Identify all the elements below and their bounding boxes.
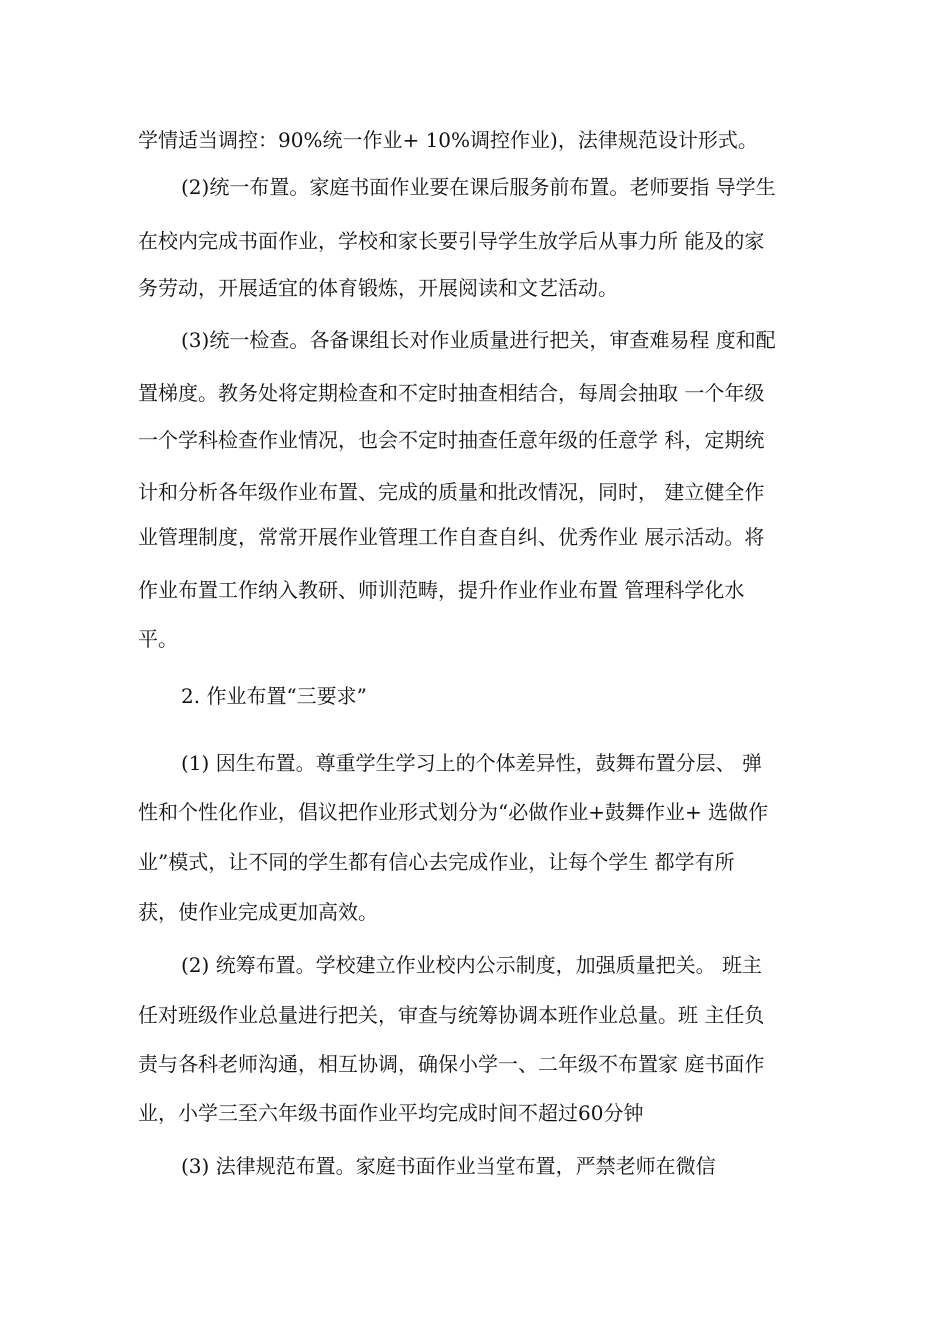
text-line: 作业布置工作纳入教研、师训范畴，提升作业作业布置 管理科学化水 <box>138 578 745 602</box>
text-line: 在校内完成书面作业，学校和家长要引导学生放学后从事力所 能及的家 <box>138 229 765 253</box>
text-line: 学情适当调控：90%统一作业+ 10%调控作业)，法律规范设计形式。 <box>138 128 758 152</box>
section-heading: 2. 作业布置“三要求” <box>181 684 367 708</box>
text-line: 务劳动，开展适宜的体育锻炼，开展阅读和文艺活动。 <box>138 276 618 300</box>
text-line: 置梯度。教务处将定期检查和不定时抽查相结合，每周会抽取 一个年级 <box>138 381 765 405</box>
text-line: 业，小学三至六年级书面作业平均完成时间不超过60分钟 <box>138 1101 644 1125</box>
text-line: (2) 统筹布置。学校建立作业校内公示制度，加强质量把关。 班主 <box>181 953 763 977</box>
text-line: (2)统一布置。家庭书面作业要在课后服务前布置。老师要指 导学生 <box>181 175 776 199</box>
text-line: 业”模式，让不同的学生都有信心去完成作业，让每个学生 都学有所 <box>138 850 735 874</box>
text-line: 一个学科检查作业情况，也会不定时抽查任意年级的任意学 科，定期统 <box>138 428 765 452</box>
text-line: 平。 <box>138 627 178 651</box>
text-line: 业管理制度，常常开展作业管理工作自查自纠、优秀作业 展示活动。将 <box>138 525 765 549</box>
text-line: 性和个性化作业，倡议把作业形式划分为“必做作业+鼓舞作业+ 选做作 <box>138 800 769 824</box>
text-line: (3) 法律规范布置。家庭书面作业当堂布置，严禁老师在微信 <box>181 1154 716 1178</box>
text-line: (3)统一检查。各备课组长对作业质量进行把关，审查难易程 度和配 <box>181 328 776 352</box>
text-line: 获，使作业完成更加高效。 <box>138 900 378 924</box>
text-line: 任对班级作业总量进行把关，审查与统筹协调本班作业总量。班 主任负 <box>138 1003 765 1027</box>
text-line: 计和分析各年级作业布置、完成的质量和批改情况，同时， 建立健全作 <box>138 480 765 504</box>
text-line: 责与各科老师沟通，相互协调，确保小学一、二年级不布置家 庭书面作 <box>138 1052 765 1076</box>
text-line: (1) 因生布置。尊重学生学习上的个体差异性，鼓舞布置分层、 弹 <box>181 751 763 775</box>
